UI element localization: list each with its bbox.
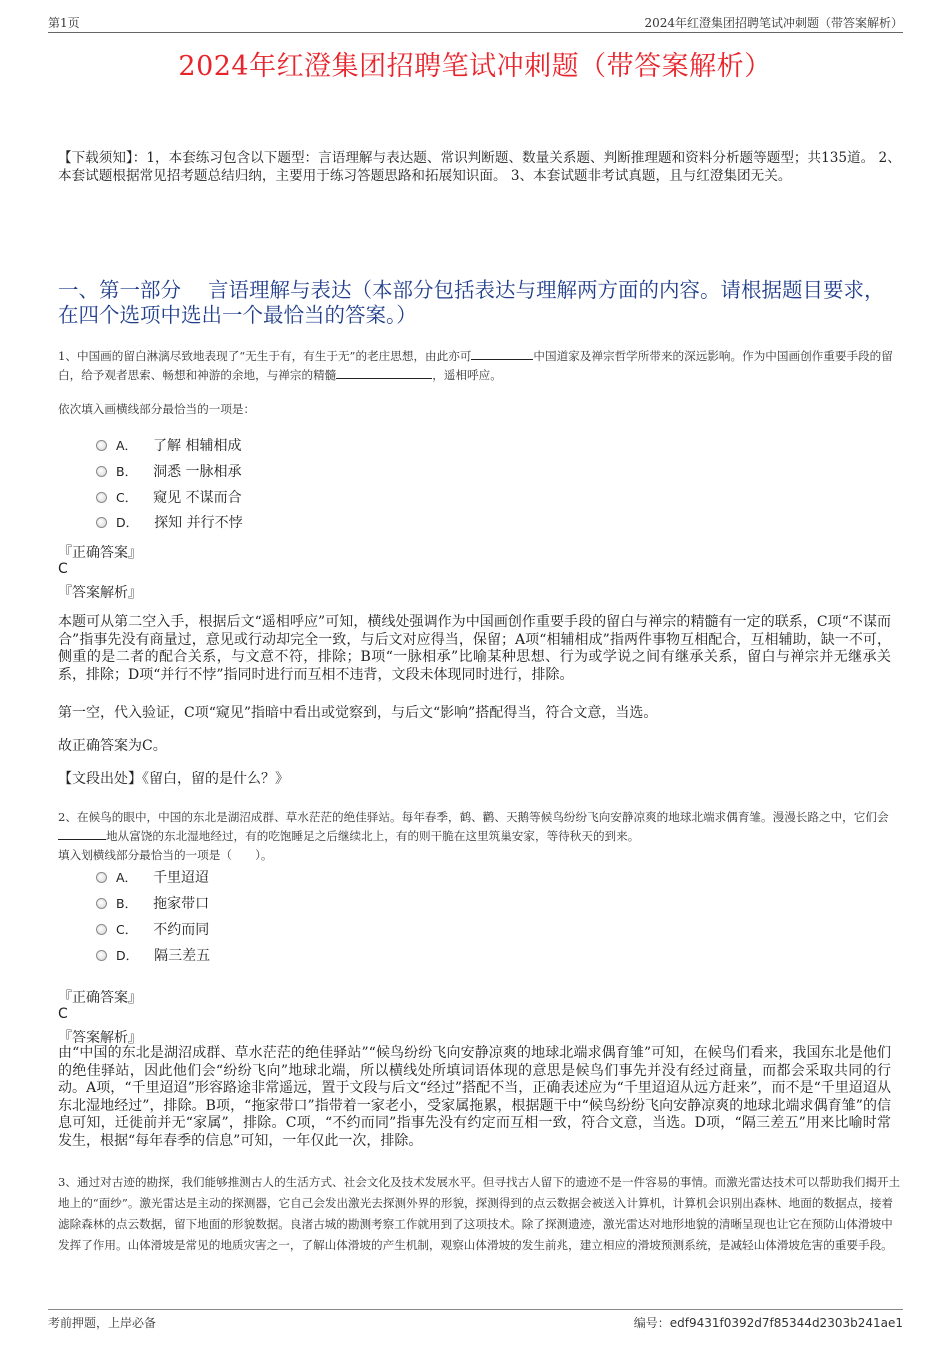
footer-code: 编号：edf9431f0392d7f85344d2303b241ae1 — [633, 1316, 903, 1330]
q1-analysis-paragraph-3: 故正确答案为C。 — [58, 738, 167, 754]
question-1-instruction: 依次填入画横线部分最恰当的一项是： — [58, 402, 256, 416]
section-heading: 一、第一部分 言语理解与表达（本部分包括表达与理解两方面的内容。请根据题目要求，在四个选项中选出一个最恰当的答案。） — [58, 278, 885, 327]
header-divider — [48, 32, 903, 33]
fill-blank — [58, 827, 106, 840]
q1-answer-label: 『正确答案』 — [58, 545, 142, 561]
q1-answer: C — [58, 561, 68, 577]
q1-analysis-paragraph-1: 本题可从第二空入手，根据后文“遥相呼应”可知，横线处强调作为中国画创作重要手段的留白与禅宗的精髓有一定的联系，C项“不谋而合”指事先没有商量过，意见或行动却完全一致，与后文对应得当，保留；A项“相辅相成”指两件事物互相配合，互相辅助，缺一不可，侧重的是二者的配合关系，与文意不符，排除；B项“一脉相承”比喻某种思想、行为或学说之间有继承关系，留白与禅宗并无继承关系，排除；D项“并行不悖”指同时进行而互相不违背，文段未体现同时进行，排除。 — [58, 614, 891, 683]
footer-divider — [48, 1309, 903, 1310]
q1-option-c[interactable]: C． 窥见 不谋而合 — [96, 488, 242, 508]
radio-icon[interactable] — [96, 950, 107, 961]
q1-source: 【文段出处】《留白，留的是什么？》 — [58, 771, 289, 787]
q2-option-c[interactable]: C． 不约而同 — [96, 920, 209, 940]
radio-icon[interactable] — [96, 517, 107, 528]
q1-analysis-label: 『答案解析』 — [58, 585, 142, 601]
header-doc-title: 2024年红澄集团招聘笔试冲刺题（带答案解析） — [644, 16, 903, 30]
q1-analysis-paragraph-2: 第一空，代入验证，C项“窥见”指暗中看出或觉察到，与后文“影响”搭配得当，符合文意，当选。 — [58, 705, 658, 721]
q2-analysis: 由“中国的东北是湖沼成群、草水茫茫的绝佳驿站”“候鸟纷纷飞向安静凉爽的地球北端求偶育雏”可知，在候鸟们看来，我国东北是他们的绝佳驿站，因此他们会“纷纷飞向”地球北端，所以横线处所填词语体现的意思是候鸟们事先并没有经过商量，而都会采取共同的行动。A项，“千里迢迢”形容路途非常遥远，置于文段与后文“经过”搭配不当，正确表述应为“千里迢迢从远方赶来”，而不是“千里迢迢从东北湿地经过”，排除。B项，“拖家带口”指带着一家老小，受家属拖累，根据题干中“候鸟纷纷飞向安静凉爽的地球北端求偶育雏”的信息可知，迁徙前并无“家属”，排除。C项，“不约而同”指事先没有约定而互相一致，符合文意，当选。D项，“隔三差五”用来比喻时常发生，根据“每年春季的信息”可知，一年仅此一次，排除。 — [58, 1045, 891, 1149]
q2-analysis-label: 『答案解析』 — [58, 1030, 142, 1046]
q2-answer: C — [58, 1006, 68, 1022]
q1-option-d[interactable]: D． 探知 并行不悖 — [96, 513, 243, 533]
q2-answer-label: 『正确答案』 — [58, 990, 142, 1006]
q1-option-b[interactable]: B． 洞悉 一脉相承 — [96, 462, 242, 482]
radio-icon[interactable] — [96, 466, 107, 477]
q1-option-a[interactable]: A． 了解 相辅相成 — [96, 436, 242, 456]
question-1-stem: 1、中国画的留白淋漓尽致地表现了“无生于有，有生于无”的老庄思想，由此亦可 中国道家及禅宗哲学所带来的深远影响。作为中国画创作重要手段的留白，给予观者思索、畅想和神游的余地，与禅宗的精髓 ，遥相呼应。 — [58, 349, 893, 382]
radio-icon[interactable] — [96, 872, 107, 883]
radio-icon[interactable] — [96, 924, 107, 935]
fill-blank — [471, 347, 533, 360]
radio-icon[interactable] — [96, 898, 107, 909]
q2-option-b[interactable]: B． 拖家带口 — [96, 894, 209, 914]
download-notice: 【下载须知】：1，本套练习包含以下题型：言语理解与表达题、常识判断题、数量关系题、判断推理题和资料分析题等题型；共135道。 2、本套试题根据常见招考题总结归纳，主要用于练习答题思路和拓展知识面。 3、本套试题非考试真题，且与红澄集团无关。 — [58, 150, 901, 184]
page-title: 2024年红澄集团招聘笔试冲刺题（带答案解析） — [178, 51, 772, 82]
page-number: 第1页 — [48, 16, 80, 30]
document-code: edf9431f0392d7f85344d2303b241ae1 — [669, 1316, 903, 1330]
footer-slogan: 考前押题，上岸必备 — [48, 1316, 157, 1330]
question-2-instruction: 填入划横线部分最恰当的一项是（ ）。 — [58, 848, 273, 862]
q2-option-d[interactable]: D． 隔三差五 — [96, 946, 210, 966]
q2-option-a[interactable]: A． 千里迢迢 — [96, 868, 209, 888]
radio-icon[interactable] — [96, 492, 107, 503]
question-3-stem: 3、通过对古迹的勘探，我们能够推测古人的生活方式、社会文化及技术发展水平。但寻找古人留下的遗迹不是一件容易的事情。而激光雷达技术可以帮助我们揭开土地上的“面纱”。激光雷达是主动的探测器，它自己会发出激光去探测外界的形貌，探测得到的点云数据会被送入计算机，计算机会识别出森林、地面的数据点，接着滤除森林的点云数据，留下地面的形貌数据。良渚古城的勘测考察工作就用到了这项技术。除了探测遗迹，激光雷达对地形地貌的清晰呈现也让它在预防山体滑坡中发挥了作用。山体滑坡是常见的地质灾害之一，了解山体滑坡的产生机制，观察山体滑坡的发生前兆，建立相应的滑坡预测系统，是减轻山体滑坡危害的重要手段。 — [58, 1175, 901, 1252]
question-2-stem: 2、在候鸟的眼中，中国的东北是湖沼成群、草水茫茫的绝佳驿站。每年春季，鹤、鹳、天鹅等候鸟纷纷飞向安静凉爽的地球北端求偶育雏。漫漫长路之中，它们会地从富饶的东北湿地经过，有的吃饱睡足之后继续北上，有的则干脆在这里筑巢安家，等待秋天的到来。 — [58, 810, 889, 843]
radio-icon[interactable] — [96, 440, 107, 451]
fill-blank — [336, 366, 432, 379]
